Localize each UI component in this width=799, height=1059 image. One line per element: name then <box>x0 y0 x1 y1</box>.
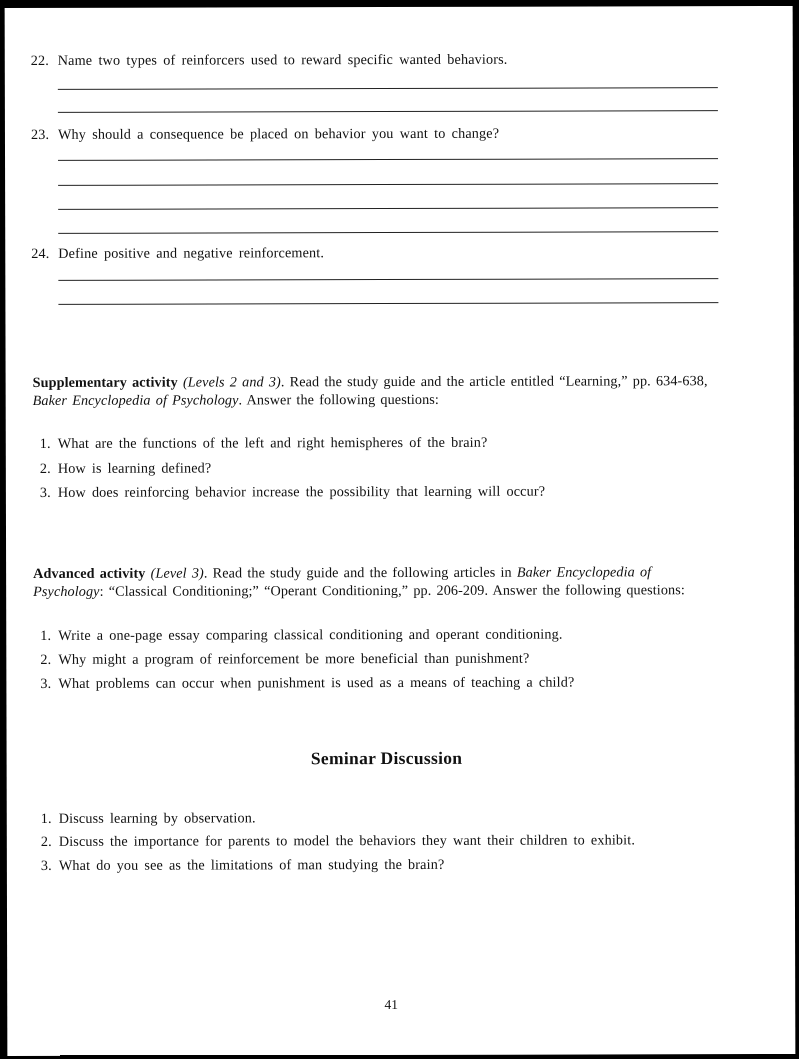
item-text: Discuss learning by observation. <box>58 810 256 827</box>
question-number: 23. <box>30 126 50 143</box>
item-text: How is learning defined? <box>57 460 212 477</box>
supplementary-intro-text: . Read the study guide and the article entitled “Learning,” pp. 634-638, <box>280 373 708 391</box>
item-number: 3. <box>39 484 51 501</box>
question-text: Define positive and negative reinforcement. <box>58 245 325 262</box>
advanced-intro-text-end: : “Classical Conditioning;” “Operant Conditioning,” pp. 206-209. Answer the following questions: <box>99 582 685 600</box>
item-number: 2. <box>40 651 52 668</box>
advanced-item <box>40 651 529 669</box>
item-text: Write a one-page essay comparing classical conditioning and operant conditioning. <box>58 626 563 644</box>
scan-edge-shadow <box>60 1055 799 1059</box>
seminar-item <box>41 810 256 828</box>
seminar-item <box>41 832 635 851</box>
item-number: 1. <box>40 810 52 827</box>
advanced-activity-intro <box>33 563 723 601</box>
item-text: What are the functions of the left and right hemispheres of the brain? <box>57 434 488 452</box>
advanced-intro-text: . Read the study guide and the following articles in <box>203 564 517 582</box>
question-24 <box>31 245 324 263</box>
supplementary-levels: (Levels 2 and 3) <box>182 374 281 391</box>
question-text: Name two types of reinforcers used to reward specific wanted behaviors. <box>57 51 508 69</box>
answer-line[interactable] <box>58 158 718 161</box>
item-text: What do you see as the limitations of man studying the brain? <box>58 856 445 874</box>
item-text: How does reinforcing behavior increase the possibility that learning will occur? <box>57 483 546 501</box>
answer-line[interactable] <box>58 207 718 210</box>
answer-line[interactable] <box>58 231 718 234</box>
question-number: 22. <box>30 52 49 69</box>
item-number: 2. <box>39 460 51 477</box>
section-heading-seminar: Seminar Discussion <box>310 747 463 769</box>
question-23 <box>31 126 499 144</box>
item-number: 2. <box>40 833 52 850</box>
question-text: Why should a consequence be placed on behavior you want to change? <box>57 125 500 143</box>
supplementary-label: Supplementary activity <box>32 374 178 391</box>
advanced-item <box>40 675 574 693</box>
item-number: 3. <box>40 675 52 692</box>
item-number: 1. <box>39 435 51 452</box>
answer-line[interactable] <box>58 183 718 186</box>
supplementary-intro-text-end: . Answer the following questions: <box>238 391 439 409</box>
supplementary-source: Baker Encyclopedia of Psychology <box>32 392 239 409</box>
item-text: Discuss the importance for parents to model the behaviors they want their children to exhibit. <box>58 832 636 850</box>
answer-line[interactable] <box>58 110 718 113</box>
question-22 <box>31 52 508 70</box>
page-number: 41 <box>384 997 399 1013</box>
answer-line[interactable] <box>58 278 718 281</box>
answer-line[interactable] <box>58 87 718 90</box>
supplementary-item <box>40 460 212 477</box>
advanced-label: Advanced activity <box>33 565 146 582</box>
supplementary-activity-intro <box>33 372 723 410</box>
worksheet-page <box>5 6 796 1056</box>
question-number: 24. <box>31 245 50 262</box>
supplementary-item <box>40 435 488 453</box>
advanced-levels: (Level 3) <box>150 565 204 582</box>
answer-line[interactable] <box>58 302 718 305</box>
item-number: 1. <box>40 627 52 644</box>
item-text: Why might a program of reinforcement be more beneficial than punishment? <box>58 650 530 668</box>
advanced-item <box>40 627 562 645</box>
item-text: What problems can occur when punishment is used as a means of teaching a child? <box>58 674 575 692</box>
advanced-source: Baker Encyclopedia of Psychology <box>33 564 652 600</box>
seminar-item <box>41 857 445 875</box>
supplementary-item <box>40 484 545 502</box>
item-number: 3. <box>40 857 52 874</box>
